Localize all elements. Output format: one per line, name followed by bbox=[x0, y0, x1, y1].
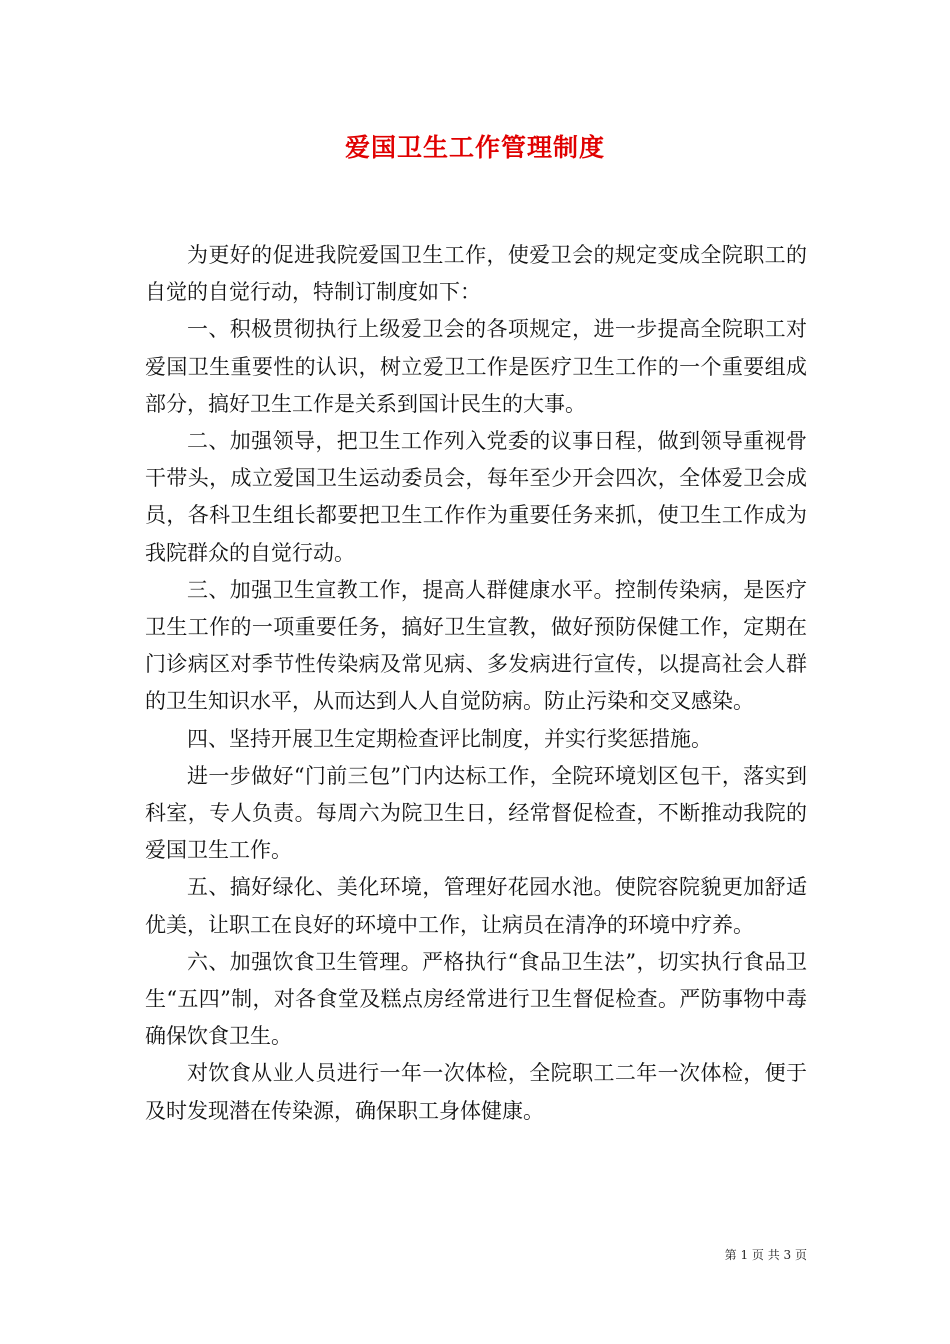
paragraph-item-3: 三、加强卫生宣教工作，提高人群健康水平。控制传染病，是医疗卫生工作的一项重要任务，搞好卫生宣教，做好预防保健工作，定期在门诊病区对季节性传染病及常见病、多发病进行宣传，以提高社会人群的卫生知识水平，从而达到人人自觉防病。防止污染和交叉感染。 bbox=[145, 577, 807, 714]
paragraph-item-6: 六、加强饮食卫生管理。严格执行“食品卫生法”，切实执行食品卫生“五四”制，对各食堂及糕点房经常进行卫生督促检查。严防事物中毒确保饮食卫生。 bbox=[145, 949, 807, 1049]
document-title: 爱国卫生工作管理制度 bbox=[344, 133, 605, 162]
paragraph-item-5: 五、搞好绿化、美化环境，管理好花园水池。使院容院貌更加舒适优美，让职工在良好的环境中工作，让病员在清净的环境中疗养。 bbox=[145, 875, 807, 937]
paragraph-intro: 为更好的促进我院爱国卫生工作，使爱卫会的规定变成全院职工的自觉的自觉行动，特制订制度如下： bbox=[145, 243, 807, 305]
document-body bbox=[145, 237, 807, 1130]
paragraph-item-4: 四、坚持开展卫生定期检查评比制度，并实行奖惩措施。 bbox=[187, 726, 712, 751]
paragraph-item-1: 一、积极贯彻执行上级爱卫会的各项规定，进一步提高全院职工对爱国卫生重要性的认识，树立爱卫工作是医疗卫生工作的一个重要组成部分，搞好卫生工作是关系到国计民生的大事。 bbox=[145, 317, 807, 416]
paragraph-item-6-detail: 对饮食从业人员进行一年一次体检，全院职工二年一次体检，便于及时发现潜在传染源，确保职工身体健康。 bbox=[145, 1061, 807, 1123]
paragraph-item-2: 二、加强领导，把卫生工作列入党委的议事日程，做到领导重视骨干带头，成立爱国卫生运动委员会，每年至少开会四次，全体爱卫会成员，各科卫生组长都要把卫生工作作为重要任务来抓，使卫生工作成为我院群众的自觉行动。 bbox=[145, 429, 807, 565]
paragraph-item-4-detail: 进一步做好“门前三包”门内达标工作，全院环境划区包干，落实到科室，专人负责。每周六为院卫生日，经常督促检查，不断推动我院的爱国卫生工作。 bbox=[145, 763, 807, 863]
page-number: 第 1 页 共 3 页 bbox=[724, 1248, 807, 1262]
